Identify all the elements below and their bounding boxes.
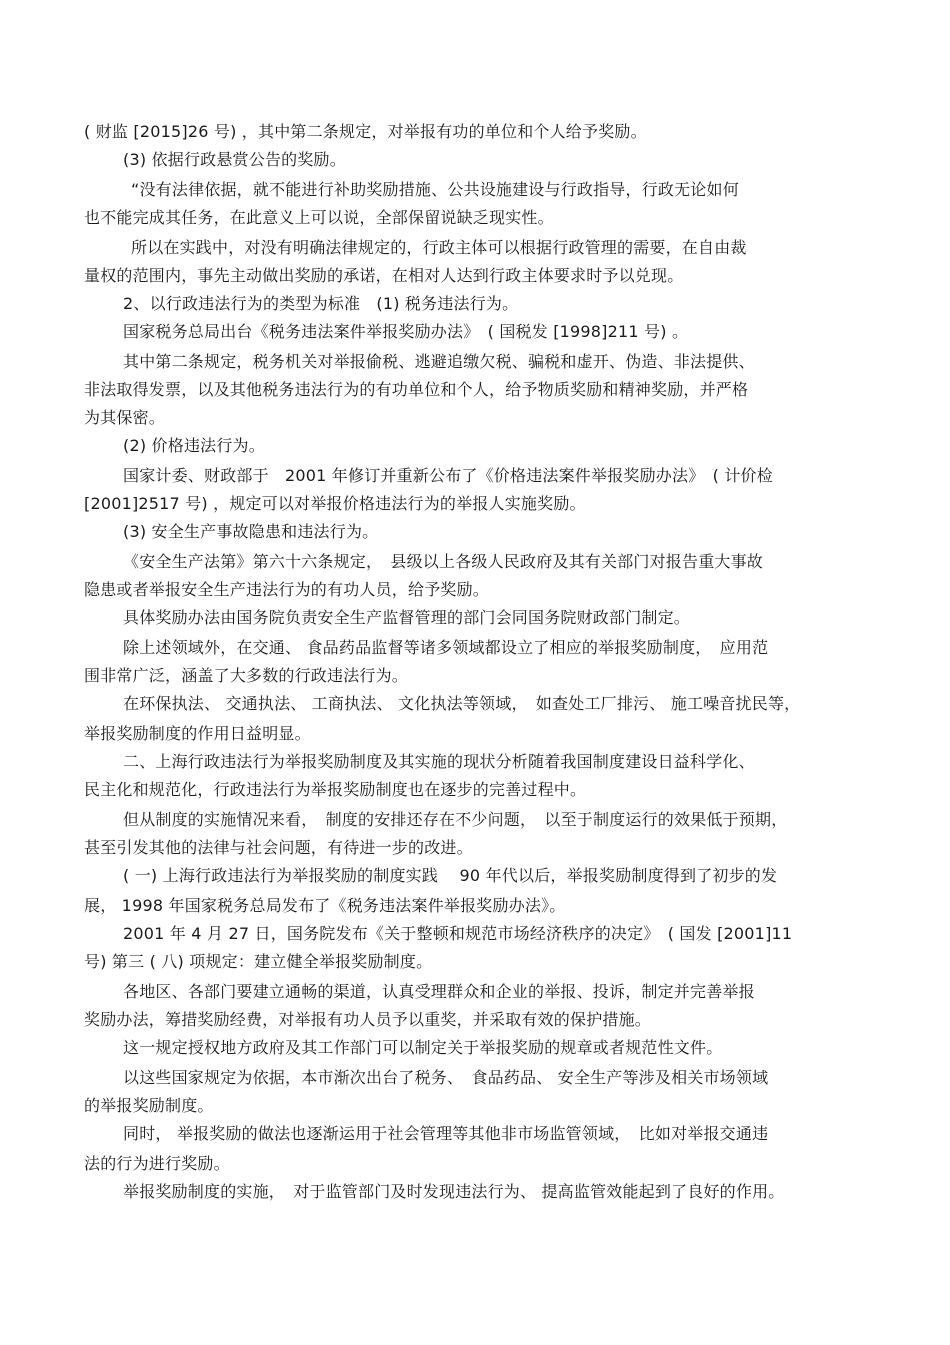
text-line: 围非常广泛，涵盖了大多数的行政违法行为。 (84, 666, 409, 685)
text-line: 除上述领域外，在交通、 食品药品监督等诸多领域都设立了相应的举报奖励制度， 应用范 (123, 638, 769, 657)
text-line: 隐患或者举报安全生产违法行为的有功人员，给予奖励。 (84, 580, 490, 599)
text-line: 量权的范围内，事先主动做出奖励的承诺，在相对人达到行政主体要求时予以兑现。 (84, 266, 684, 285)
text-line: 2001 年 4 月 27 日，国务院发布《关于整顿和规范市场经济秩序的决定》 ( 国发 [2001]11 (123, 924, 793, 943)
text-line: “没有法律依据，就不能进行补助奖励措施、公共设施建设与行政指导，行政无论如何 (131, 180, 739, 199)
text-line: 各地区、各部门要建立通畅的渠道，认真受理群众和企业的举报、投诉，制定并完善举报 (123, 982, 755, 1001)
text-line: 2、以行政违法行为的类型为标准 (1) 税务违法行为。 (123, 294, 519, 313)
text-line: 法的行为进行奖励。 (84, 1154, 230, 1173)
text-line: 其中第二条规定，税务机关对举报偷税、逃避追缴欠税、骗税和虚开、伪造、非法提供、 (123, 352, 755, 371)
text-line: 民主化和规范化，行政违法行为举报奖励制度也在逐步的完善过程中。 (84, 780, 587, 799)
text-line: 二、上海行政违法行为举报奖励制度及其实施的现状分析随着我国制度建设日益科学化、 (123, 752, 755, 771)
text-line: 的举报奖励制度。 (84, 1096, 214, 1115)
text-line: 同时， 举报奖励的做法也逐渐运用于社会管理等其他非市场监管领域， 比如对举报交通违 (123, 1124, 769, 1143)
text-line: 为其保密。 (84, 408, 166, 427)
text-line: 举报奖励制度的作用日益明显。 (84, 724, 311, 743)
text-line: 但从制度的实施情况来看， 制度的安排还存在不少问题， 以至于制度运行的效果低于预期， (123, 810, 788, 829)
text-line: 在环保执法、 交通执法、 工商执法、 文化执法等领域， 如查处工厂排污、 施工噪音扰民等， (123, 694, 801, 713)
text-line: 举报奖励制度的实施， 对于监管部门及时发现违法行为、 提高监管效能起到了良好的作用。 (123, 1182, 785, 1201)
text-line: 号) 第三 ( 八) 项规定：建立健全举报奖励制度。 (84, 952, 433, 971)
text-line: ( 财监 [2015]26 号) ，其中第二条规定，对举报有功的单位和个人给予奖励。 (84, 122, 647, 141)
text-line: 具体奖励办法由国务院负责安全生产监督管理的部门会同国务院财政部门制定。 (123, 608, 691, 627)
text-line: (3) 依据行政悬赏公告的奖励。 (123, 150, 346, 169)
text-line: ( 一) 上海行政违法行为举报奖励的制度实践 90 年代以后，举报奖励制度得到了初步的发 (123, 866, 778, 885)
text-line: 国家税务总局出台《税务违法案件举报奖励办法》 ( 国税发 [1998]211 号) 。 (123, 322, 689, 341)
text-line: [2001]2517 号) ，规定可以对举报价格违法行为的举报人实施奖励。 (84, 494, 586, 513)
text-line: 甚至引发其他的法律与社会问题，有待进一步的改进。 (84, 838, 473, 857)
text-line: 非法取得发票，以及其他税务违法行为的有功单位和个人，给予物质奖励和精神奖励，并严格 (84, 380, 749, 399)
text-line: 奖励办法，筹措奖励经费，对举报有功人员予以重奖，并采取有效的保护措施。 (84, 1010, 652, 1029)
text-line: (3) 安全生产事故隐患和违法行为。 (123, 522, 379, 541)
text-line: 《安全生产法第》第六十六条规定， 县级以上各级人民政府及其有关部门对报告重大事故 (123, 552, 764, 571)
text-line: 所以在实践中，对没有明确法律规定的，行政主体可以根据行政管理的需要，在自由裁 (131, 238, 747, 257)
text-line: (2) 价格违法行为。 (123, 436, 265, 455)
text-line: 以这些国家规定为依据，本市渐次出台了税务、 食品药品、 安全生产等涉及相关市场领域 (123, 1068, 769, 1087)
text-line: 展， 1998 年国家税务总局发布了《税务违法案件举报奖励办法》。 (84, 896, 566, 915)
text-line: 也不能完成其任务，在此意义上可以说，全部保留说缺乏现实性。 (84, 208, 554, 227)
text-line: 这一规定授权地方政府及其工作部门可以制定关于举报奖励的规章或者规范性文件。 (123, 1038, 723, 1057)
text-line: 国家计委、财政部于 2001 年修订并重新公布了《价格违法案件举报奖励办法》 ( 计价检 (123, 466, 773, 485)
